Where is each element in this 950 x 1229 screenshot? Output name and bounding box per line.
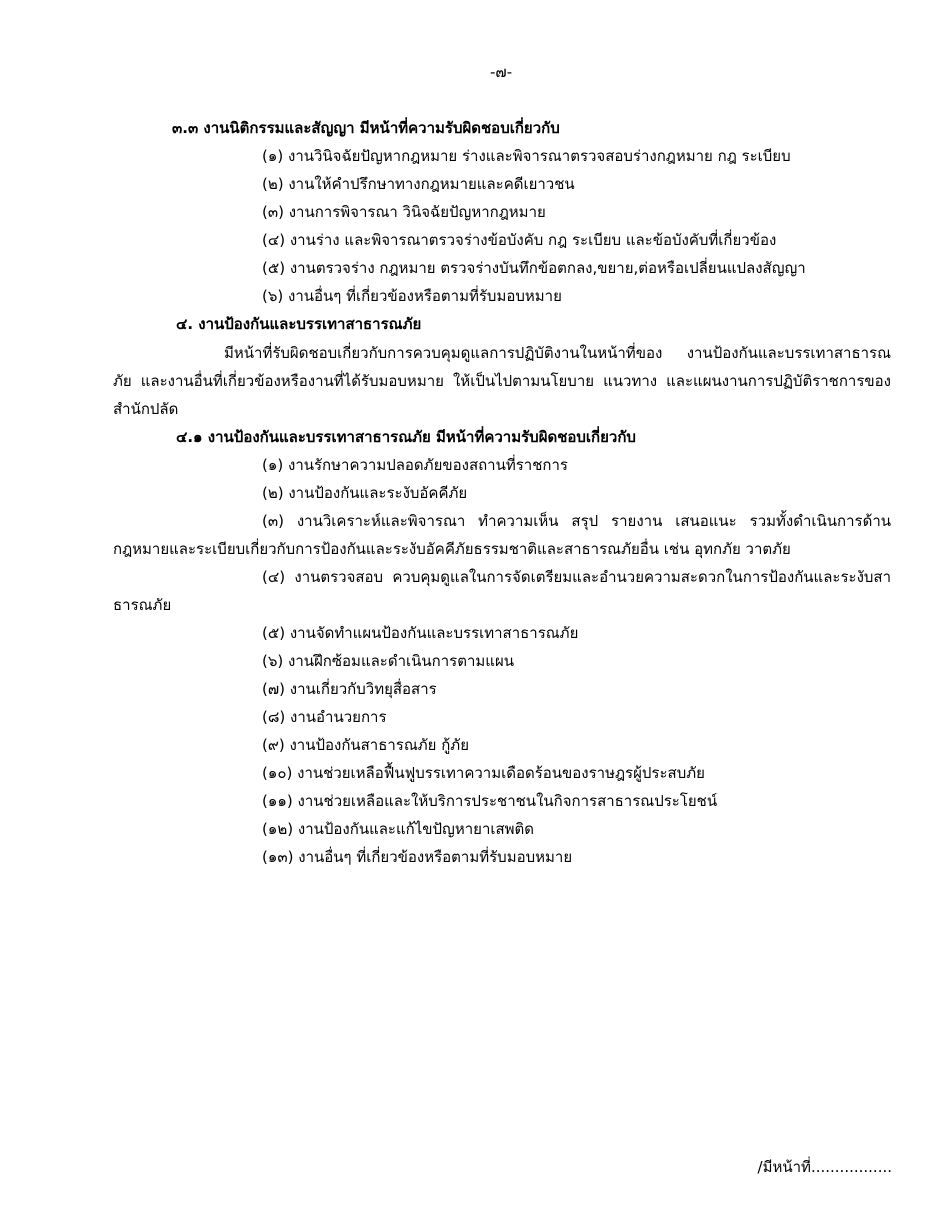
section-4-1-heading: ๔.๑ งานป้องกันและบรรเทาสาธารณภัย มีหน้าที่ความรับผิดชอบเกี่ยวกับ bbox=[176, 428, 636, 446]
section-4-paragraph-line: ภัย และงานอื่นที่เกี่ยวข้องหรืองานที่ได้รับมอบหมาย ให้เป็นไปตามนโยบาย แนวทาง และแผนงานการปฏิบัติราชการของ bbox=[113, 372, 891, 390]
section-4-paragraph-line: มีหน้าที่รับผิดชอบเกี่ยวกับการควบคุมดูแลการปฏิบัติงานในหน้าที่ของ งานป้องกันและบรรเทาสาธารณ bbox=[224, 344, 891, 362]
list-item: (๙) งานป้องกันสาธารณภัย กู้ภัย bbox=[262, 736, 469, 754]
list-item: (๕) งานจัดทำแผนป้องกันและบรรเทาสาธารณภัย bbox=[262, 624, 579, 642]
list-item-continuation: กฎหมายและระเบียบเกี่ยวกับการป้องกันและระงับอัคคีภัยธรรมชาติและสาธารณภัยอื่น เช่น อุทกภัย วาตภัย bbox=[113, 540, 791, 558]
list-item: (๑) งานรักษาความปลอดภัยของสถานที่ราชการ bbox=[262, 456, 568, 474]
list-item: (๑๓) งานอื่นๆ ที่เกี่ยวข้องหรือตามที่รับมอบหมาย bbox=[262, 848, 573, 866]
list-item: (๖) งานฝึกซ้อมและดำเนินการตามแผน bbox=[262, 652, 514, 670]
list-item: (๑๐) งานช่วยเหลือฟื้นฟูบรรเทาความเดือดร้อนของราษฎรผู้ประสบภัย bbox=[262, 764, 705, 782]
list-item: (๕) งานตรวจร่าง กฎหมาย ตรวจร่างบันทึกข้อตกลง,ขยาย,ต่อหรือเปลี่ยนแปลงสัญญา bbox=[262, 259, 806, 277]
list-item: (๖) งานอื่นๆ ที่เกี่ยวข้องหรือตามที่รับมอบหมาย bbox=[262, 287, 562, 305]
page-number: -๗- bbox=[490, 63, 513, 81]
list-item: (๑๑) งานช่วยเหลือและให้บริการประชาชนในกิจการสาธารณประโยชน์ bbox=[262, 792, 718, 810]
list-item-continuation: ธารณภัย bbox=[113, 596, 172, 614]
footer-continuation: /มีหน้าที่................. bbox=[757, 1158, 892, 1176]
section-4-paragraph-line: สำนักปลัด bbox=[113, 400, 179, 418]
section-4-heading: ๔. งานป้องกันและบรรเทาสาธารณภัย bbox=[176, 315, 422, 333]
list-item: (๗) งานเกี่ยวกับวิทยุสื่อสาร bbox=[262, 680, 437, 698]
list-item: (๑) งานวินิจฉัยปัญหากฎหมาย ร่างและพิจารณาตรวจสอบร่างกฎหมาย กฎ ระเบียบ bbox=[262, 147, 791, 165]
list-item: (๓) งานการพิจารณา วินิจฉัยปัญหากฎหมาย bbox=[262, 203, 546, 221]
list-item: (๔) งานตรวจสอบ ควบคุมดูแลในการจัดเตรียมและอำนวยความสะดวกในการป้องกันและระงับสา bbox=[262, 568, 891, 586]
list-item: (๔) งานร่าง และพิจารณาตรวจร่างข้อบังคับ กฎ ระเบียบ และข้อบังคับที่เกี่ยวข้อง bbox=[262, 231, 777, 249]
list-item: (๒) งานป้องกันและระงับอัคคีภัย bbox=[262, 484, 468, 502]
section-3-3-heading: ๓.๓ งานนิติกรรมและสัญญา มีหน้าที่ความรับผิดชอบเกี่ยวกับ bbox=[172, 119, 560, 137]
list-item: (๑๒) งานป้องกันและแก้ไขปัญหายาเสพติด bbox=[262, 820, 535, 838]
list-item: (๓) งานวิเคราะห์และพิจารณา ทำความเห็น สรุป รายงาน เสนอแนะ รวมทั้งดำเนินการด้าน bbox=[262, 512, 891, 530]
list-item: (๘) งานอำนวยการ bbox=[262, 708, 387, 726]
list-item: (๒) งานให้คำปรึกษาทางกฎหมายและคดีเยาวชน bbox=[262, 175, 575, 193]
